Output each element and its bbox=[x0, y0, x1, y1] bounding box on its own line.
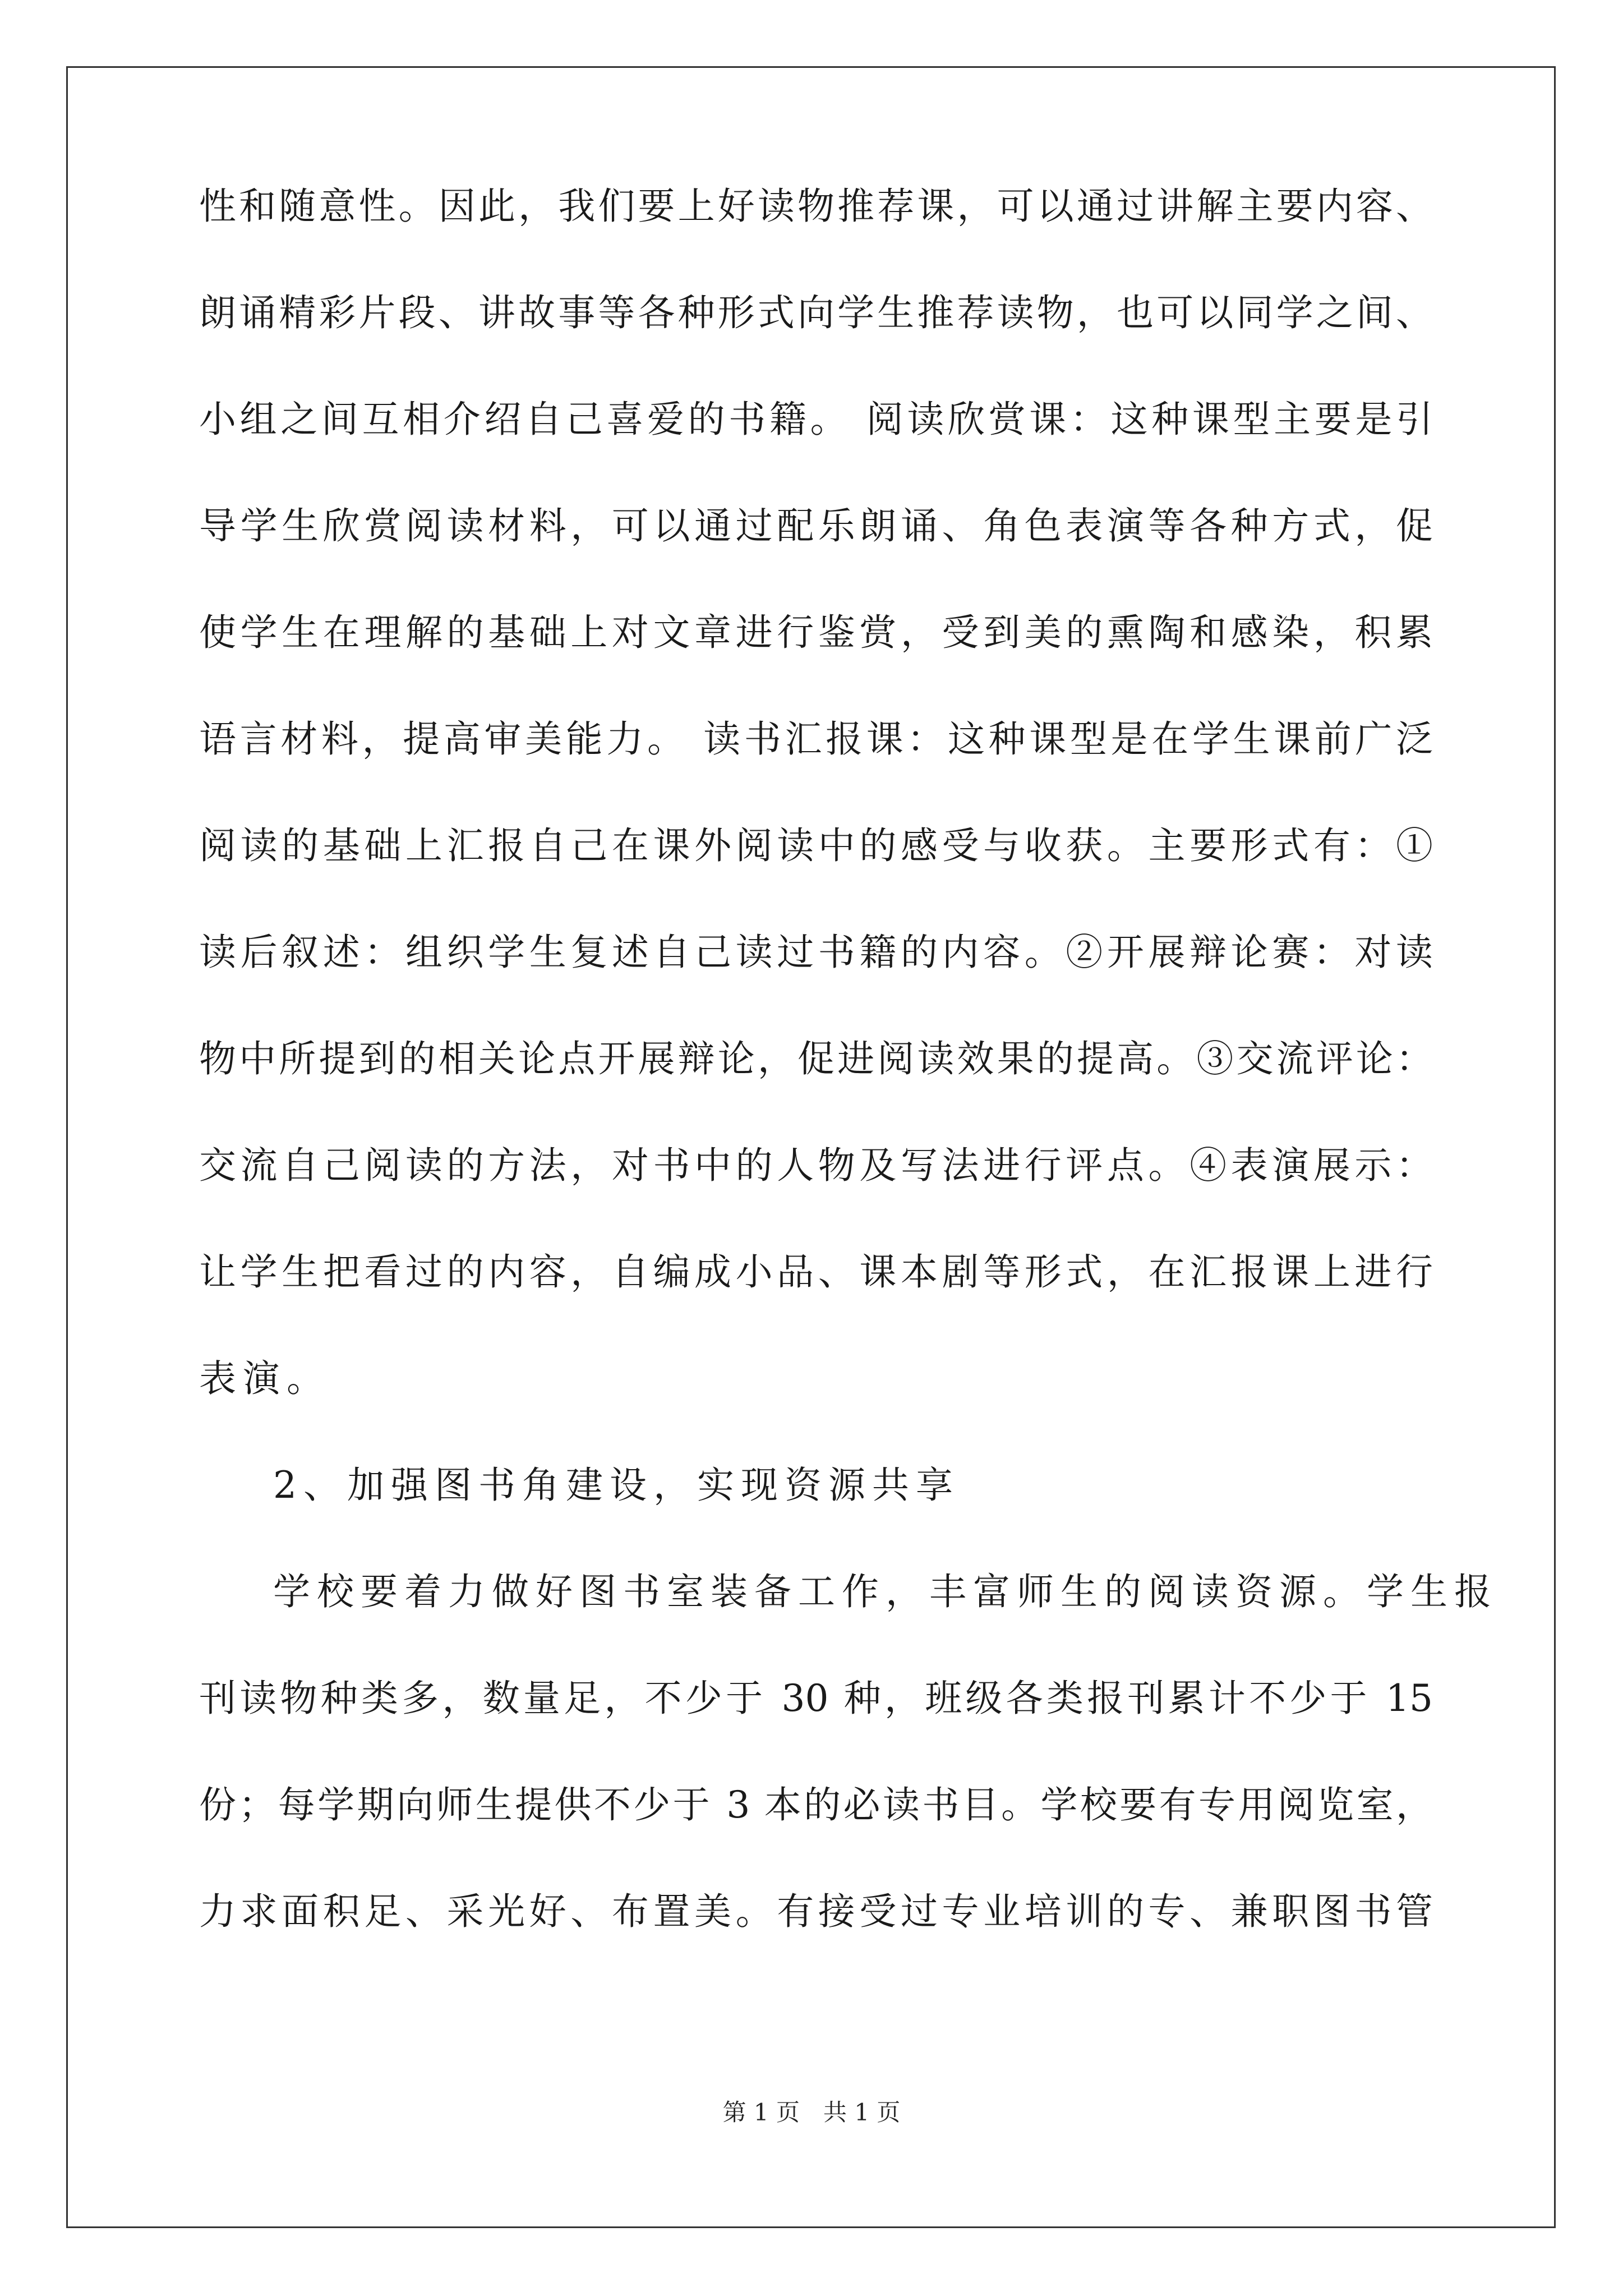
text-line: 物中所提到的相关论点开展辩论，促进阅读效果的提高。③交流评论： bbox=[199, 1037, 1433, 1080]
text-line: 力求面积足、采光好、布置美。有接受过专业培训的专、兼职图书管 bbox=[199, 1890, 1433, 1933]
text-line: 表演。 bbox=[199, 1357, 330, 1400]
text-line: 朗诵精彩片段、讲故事等各种形式向学生推荐读物，也可以同学之间、 bbox=[199, 291, 1433, 334]
page-number: 第 1 页 共 1 页 bbox=[722, 2099, 901, 2126]
text-line: 刊读物种类多，数量足，不少于 30 种，班级各类报刊累计不少于 15 bbox=[199, 1677, 1433, 1720]
text-line: 份；每学期向师生提供不少于 3 本的必读书目。学校要有专用阅览室， bbox=[199, 1783, 1433, 1826]
text-line: 语言材料，提高审美能力。 读书汇报课：这种课型是在学生课前广泛 bbox=[199, 717, 1433, 761]
text-line: 读后叙述：组织学生复述自己读过书籍的内容。②开展辩论赛：对读 bbox=[199, 931, 1433, 974]
section-heading: 2、加强图书角建设，实现资源共享 bbox=[273, 1464, 960, 1507]
text-line: 导学生欣赏阅读材料，可以通过配乐朗诵、角色表演等各种方式，促 bbox=[199, 504, 1433, 547]
text-line: 让学生把看过的内容，自编成小品、课本剧等形式，在汇报课上进行 bbox=[199, 1250, 1433, 1294]
text-line: 性和随意性。因此，我们要上好读物推荐课，可以通过讲解主要内容、 bbox=[199, 185, 1433, 228]
text-line: 交流自己阅读的方法，对书中的人物及写法进行评点。④表演展示： bbox=[199, 1144, 1433, 1187]
text-line: 学校要着力做好图书室装备工作，丰富师生的阅读资源。学生报 bbox=[273, 1570, 1498, 1613]
text-line: 使学生在理解的基础上对文章进行鉴赏，受到美的熏陶和感染，积累 bbox=[199, 611, 1433, 654]
document-body bbox=[199, 185, 1498, 2000]
text-line: 小组之间互相介绍自己喜爱的书籍。 阅读欣赏课：这种课型主要是引 bbox=[199, 398, 1433, 441]
text-line: 阅读的基础上汇报自己在课外阅读中的感受与收获。主要形式有：① bbox=[199, 824, 1433, 867]
